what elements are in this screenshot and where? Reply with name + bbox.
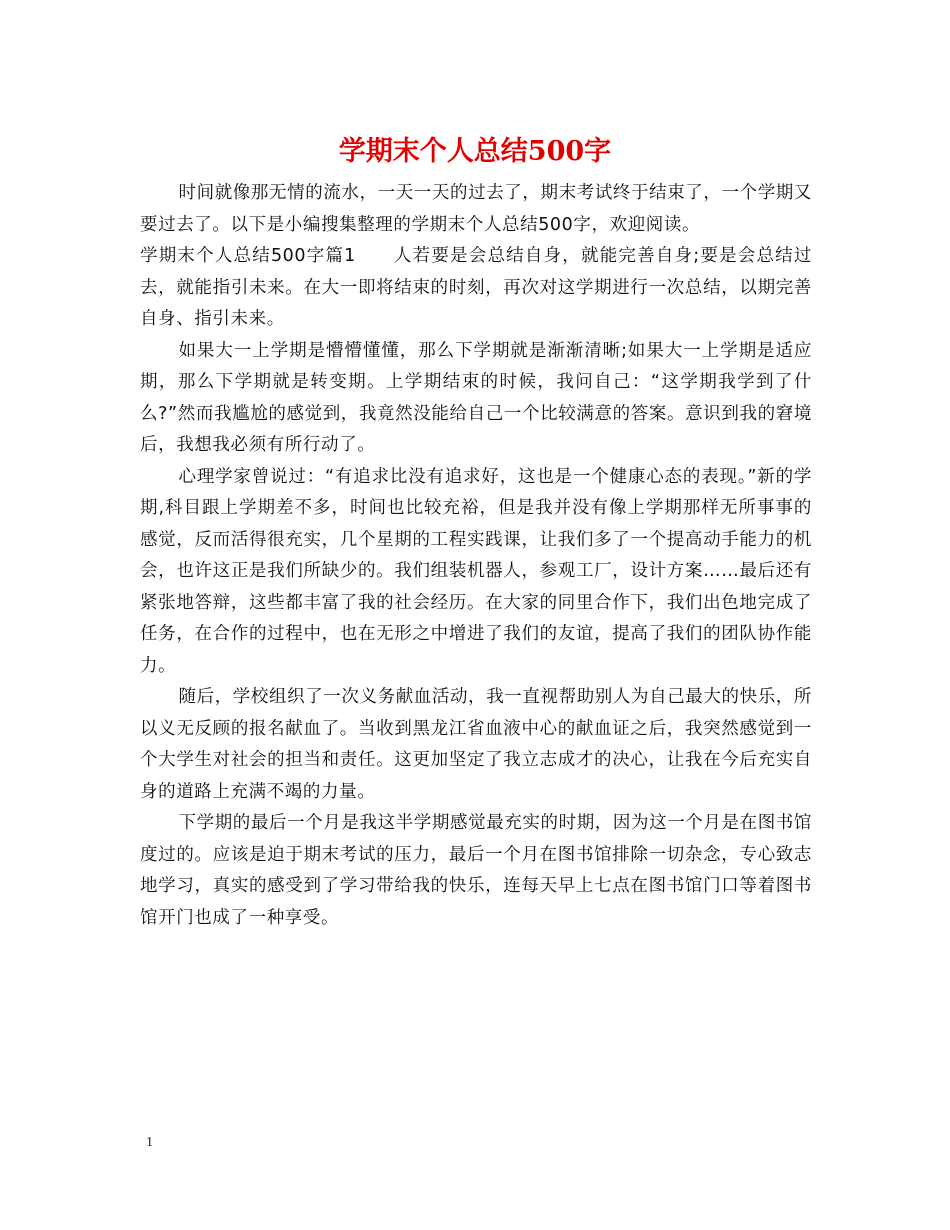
paragraph-1: 时间就像那无情的流水，一天一天的过去了，期末考试终于结束了，一个学期又要过去了。以下是小编搜集整理的学期末个人总结500字，欢迎阅读。 bbox=[140, 183, 812, 235]
paragraph-4: 心理学家曾说过：“有追求比没有追求好，这也是一个健康心态的表现。”新的学期,科目跟上学期差不多，时间也比较充裕，但是我并没有像上学期那样无所事事的感觉，反而活得很充实，几个星期的工程实践课，让我们多了一个提高动手能力的机会，也许这正是我们所缺少的。我们组装机器人，参观工厂，设计方案……最后还有紧张地答辩，这些都丰富了我的社会经历。在大家的同里合作下，我们出色地完成了任务，在合作的过程中，也在无形之中增进了我们的友谊，提高了我们的团队协作能力。 bbox=[140, 466, 812, 676]
paragraph-5: 随后，学校组织了一次义务献血活动，我一直视帮助别人为自己最大的快乐，所以义无反顾的报名献血了。当收到黑龙江省血液中心的献血证之后，我突然感觉到一个大学生对社会的担当和责任。这更加坚定了我立志成才的决心，让我在今后充实自身的道路上充满不竭的力量。 bbox=[140, 687, 812, 802]
paragraph-3: 如果大一上学期是懵懵懂懂，那么下学期就是渐渐清晰;如果大一上学期是适应期，那么下学期就是转变期。上学期结束的时候，我问自己：“这学期我学到了什么?”然而我尴尬的感觉到，我竟然没能给自己一个比较满意的答案。意识到我的窘境后，我想我必须有所行动了。 bbox=[140, 340, 812, 455]
document-body bbox=[140, 178, 812, 934]
paragraph-2: 学期末个人总结500字篇1 人若要是会总结自身，就能完善自身;要是会总结过去，就能指引未来。在大一即将结束的时刻，再次对这学期进行一次总结，以期完善自身、指引未来。 bbox=[140, 246, 812, 329]
page-number: 1 bbox=[146, 1135, 153, 1150]
paragraph-6: 下学期的最后一个月是我这半学期感觉最充实的时期，因为这一个月是在图书馆度过的。应该是迫于期末考试的压力，最后一个月在图书馆排除一切杂念，专心致志地学习，真实的感受到了学习带给我的快乐，连每天早上七点在图书馆门口等着图书馆开门也成了一种享受。 bbox=[140, 813, 812, 928]
document-title: 学期末个人总结500字 bbox=[338, 136, 612, 167]
